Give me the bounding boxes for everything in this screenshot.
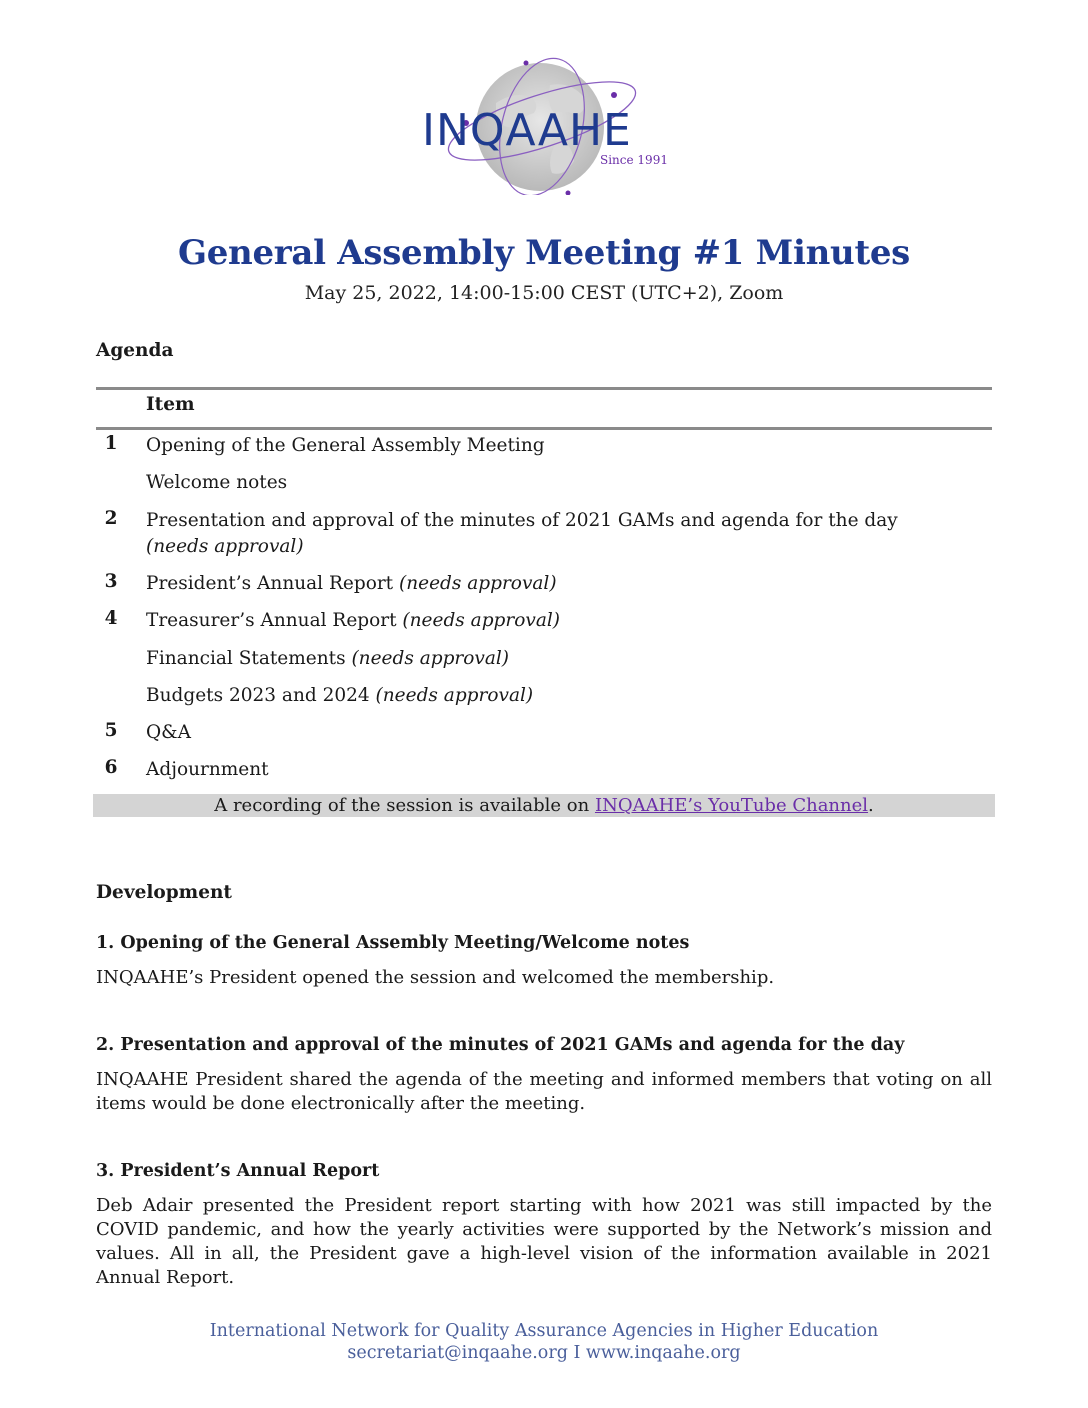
recording-suffix: . (868, 795, 874, 816)
agenda-number: 1 (104, 433, 118, 454)
agenda-item-note: (needs approval) (375, 685, 534, 706)
logo-wordmark: INQAAHE (422, 105, 632, 156)
section-body: Deb Adair presented the President report starting with how 2021 was still impacted by the COVID pandemic, and how the yearly activities were supported by the Network’s mission and values. All in all, the President gave a high-level vision of the information available in 2021 Annual Report. (96, 1195, 992, 1288)
agenda-item-note: (needs approval) (146, 536, 304, 557)
inqaahe-logo (418, 55, 674, 195)
recording-notice (93, 794, 995, 817)
section-body: INQAAHE’s President opened the session and welcomed the membership. (96, 967, 775, 988)
agenda-item-text: President’s Annual Report (146, 573, 399, 594)
agenda-row (96, 508, 992, 560)
table-header-rule (96, 427, 992, 430)
section-title: 3. President’s Annual Report (96, 1161, 380, 1181)
agenda-item-text: Financial Statements (146, 648, 352, 669)
section-title: 2. Presentation and approval of the minutes of 2021 GAMs and agenda for the day (96, 1035, 905, 1055)
agenda-number: 2 (104, 508, 118, 529)
agenda-column-header: Item (146, 394, 195, 415)
agenda-number: 5 (104, 720, 118, 741)
youtube-channel-link[interactable]: INQAAHE’s YouTube Channel (594, 795, 869, 816)
development-heading: Development (96, 882, 232, 903)
agenda-item-text: Adjournment (146, 759, 269, 780)
agenda-item-text: Treasurer’s Annual Report (146, 610, 403, 631)
agenda-item-text: Presentation and approval of the minutes of 2021 GAMs and agenda for the day (146, 510, 898, 531)
agenda-number: 3 (104, 571, 118, 592)
agenda-number: 6 (104, 757, 118, 778)
section-title: 1. Opening of the General Assembly Meeting/Welcome notes (96, 933, 690, 953)
agenda-heading: Agenda (96, 340, 174, 361)
agenda-item-note: (needs approval) (399, 573, 557, 594)
agenda-item-text: Q&A (146, 722, 191, 743)
footer-organization: International Network for Quality Assurance Agencies in Higher Education (209, 1321, 879, 1341)
agenda-item-note: (needs approval) (351, 648, 510, 669)
table-top-rule (96, 387, 992, 390)
section-body: INQAAHE President shared the agenda of the meeting and informed members that voting on all items would be done electronically after the meeting. (96, 1069, 992, 1114)
agenda-item-text: Budgets 2023 and 2024 (146, 685, 376, 706)
meeting-details: May 25, 2022, 14:00-15:00 CEST (UTC+2), Zoom (304, 282, 784, 304)
page-title: General Assembly Meeting #1 Minutes (177, 233, 911, 273)
agenda-item-note: (needs approval) (402, 610, 560, 631)
agenda-item-text: Opening of the General Assembly Meeting (146, 435, 545, 456)
agenda-number: 4 (104, 608, 118, 629)
logo-tagline: Since 1991 (600, 153, 668, 167)
agenda-item-text: Welcome notes (146, 472, 288, 493)
footer-contact: secretariat@inqaahe.org I www.inqaahe.org (347, 1343, 741, 1363)
recording-text: A recording of the session is available on (214, 795, 595, 816)
